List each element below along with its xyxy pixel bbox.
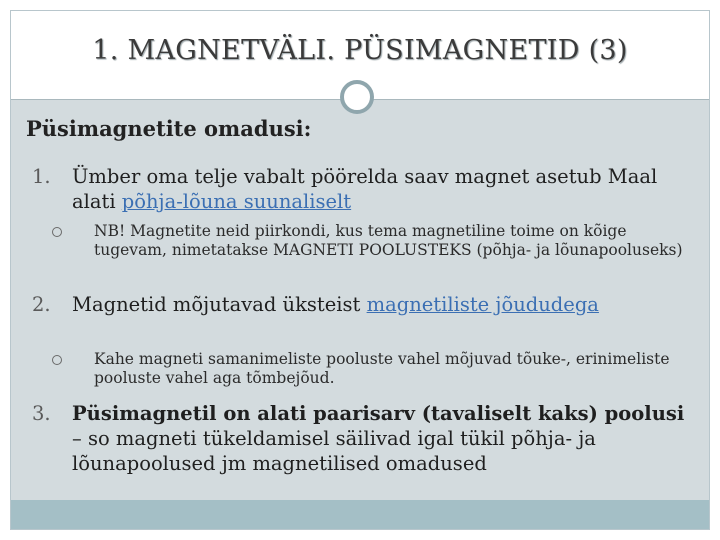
ring-bullet-icon [52,355,62,365]
link-pohja-louna[interactable]: põhja-lõuna suunaliselt [121,190,352,213]
list-number: 3. [32,402,51,425]
ring-bullet-icon [52,227,62,237]
list-item-text [72,401,692,476]
list-item-text-bold: Püsimagnetil on alati paarisarv (tavaliselt kaks) poolusi [72,402,685,425]
sub-item-text: NB! Magnetite neid piirkondi, kus tema magnetiline toime on kõige tugevam, nimetatakse MAGNETI POOLUSTEKS (põhja- ja lõunapooluseks) [94,222,683,259]
list-item-text-plain: Ümber oma telje vabalt pöörelda saav magnet asetub Maal alati [72,165,658,213]
slide-title: 1. MAGNETVÄLI. PÜSIMAGNETID (3) [92,35,628,66]
bottom-bar [11,500,709,529]
circle-ornament-icon [340,80,374,114]
heading-text: Püsimagnetite omadusi: [26,116,312,141]
list-number: 1. [32,165,51,188]
list-item-text-plain: Magnetid mõjutavad üksteist [72,293,367,316]
link-magnetilised-joud[interactable]: magnetiliste jõududega [366,293,599,316]
list-item-text-rest: – so magneti tükeldamisel säilivad igal tükil põhja- ja lõunapoolused jm magnetilised omadused [72,427,596,475]
list-number: 2. [32,293,51,316]
section-heading [22,116,311,141]
list-item-text [72,292,692,317]
sub-item-text: Kahe magneti samanimeliste pooluste vahel mõjuvad tõuke-, erinimeliste pooluste vahel aga tõmbejõud. [94,350,670,387]
list-item-text [72,164,692,214]
